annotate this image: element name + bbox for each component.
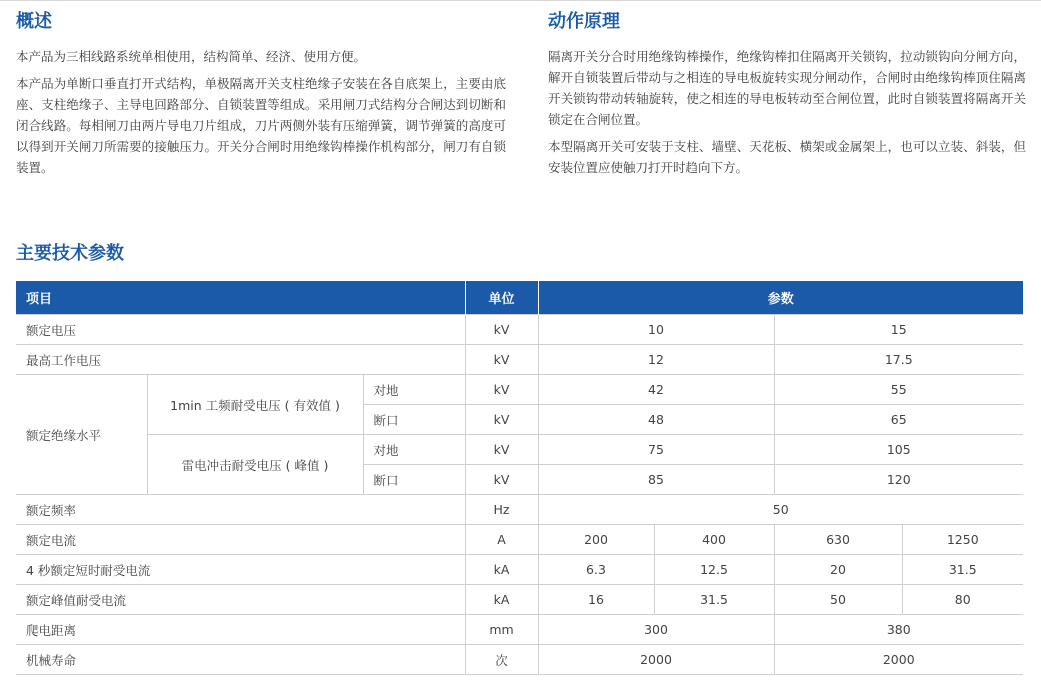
row-label: 4 秒额定短时耐受电流 <box>16 555 465 585</box>
row-unit: kV <box>465 375 538 405</box>
row-unit: mm <box>465 615 538 645</box>
table-row <box>16 525 1023 555</box>
table-row <box>16 345 1023 375</box>
row-value: 6.3 <box>538 555 654 585</box>
row-value: 2000 <box>538 645 774 675</box>
row-value: 10 <box>538 315 774 345</box>
row-label: 最高工作电压 <box>16 345 465 375</box>
table-row <box>16 495 1023 525</box>
row-value: 42 <box>538 375 774 405</box>
row-value: 400 <box>654 525 774 555</box>
overview-paragraph-2: 本产品为单断口垂直打开式结构，单极隔离开关支柱绝缘子安装在各自底架上，主要由底座、支柱绝缘子、主导电回路部分、自锁装置等组成。采用闸刀式结构分合闸达到切断和闭合线路。每相闸刀由两片导电刀片组成，刀片两侧外装有压缩弹簧，调节弹簧的高度可以得到开关闸刀所需要的接触压力。开关分合闸时用绝缘钩棒操作机构部分，闸刀有自锁装置。 <box>16 76 506 175</box>
row-value: 16 <box>538 585 654 615</box>
principle-title: 动作原理 <box>548 11 620 32</box>
row-unit: kV <box>465 465 538 495</box>
row-unit: kV <box>465 435 538 465</box>
row-unit: Hz <box>465 495 538 525</box>
row-value: 2000 <box>774 645 1023 675</box>
row-value: 200 <box>538 525 654 555</box>
lightning-label: 雷电冲击耐受电压 ( 峰值 ) <box>147 435 363 495</box>
row-value: 50 <box>538 495 1023 525</box>
sub-label: 对地 <box>363 435 465 465</box>
row-value: 12.5 <box>654 555 774 585</box>
power-freq-label: 1min 工频耐受电压 ( 有效值 ) <box>147 375 363 435</box>
row-value: 31.5 <box>902 555 1023 585</box>
row-value: 300 <box>538 615 774 645</box>
table-row <box>16 555 1023 585</box>
row-unit: kA <box>465 555 538 585</box>
sub-label: 对地 <box>363 375 465 405</box>
table-row <box>16 645 1023 675</box>
table-row <box>16 435 1023 465</box>
overview-title: 概述 <box>16 11 52 32</box>
row-value: 31.5 <box>654 585 774 615</box>
row-value: 20 <box>774 555 902 585</box>
row-value: 105 <box>774 435 1023 465</box>
principle-paragraph-2: 本型隔离开关可安装于支柱、墙壁、天花板、横架或金属架上，也可以立装、斜装，但安装位置应使触刀打开时趋向下方。 <box>548 139 1026 175</box>
row-value: 15 <box>774 315 1023 345</box>
row-unit: kV <box>465 405 538 435</box>
row-value: 65 <box>774 405 1023 435</box>
row-value: 120 <box>774 465 1023 495</box>
table-row <box>16 585 1023 615</box>
overview-section <box>16 10 506 184</box>
sub-label: 断口 <box>363 405 465 435</box>
row-unit: A <box>465 525 538 555</box>
overview-paragraph-1: 本产品为三相线路系统单相使用，结构简单、经济、使用方便。 <box>16 49 367 64</box>
table-row <box>16 615 1023 645</box>
row-label: 额定电压 <box>16 315 465 345</box>
row-unit: kV <box>465 315 538 345</box>
row-unit: kV <box>465 345 538 375</box>
row-label: 机械寿命 <box>16 645 465 675</box>
row-value: 17.5 <box>774 345 1023 375</box>
row-value: 1250 <box>902 525 1023 555</box>
specs-table <box>16 281 1023 675</box>
row-value: 48 <box>538 405 774 435</box>
row-label: 额定频率 <box>16 495 465 525</box>
row-value: 55 <box>774 375 1023 405</box>
principle-paragraph-1: 隔离开关分合时用绝缘钩棒操作，绝缘钩棒扣住隔离开关锁钩，拉动锁钩向分闸方向，解开自锁装置后带动与之相连的导电板旋转实现分闸动作，合闸时由绝缘钩棒顶住隔离开关锁钩带动转轴旋转，使之相连的导电板转动至合闸位置，此时自锁装置将隔离开关锁定在合闸位置。 <box>548 49 1026 127</box>
row-label: 额定峰值耐受电流 <box>16 585 465 615</box>
sub-label: 断口 <box>363 465 465 495</box>
row-value: 85 <box>538 465 774 495</box>
row-label: 爬电距离 <box>16 615 465 645</box>
row-label: 额定电流 <box>16 525 465 555</box>
table-row <box>16 375 1023 405</box>
header-params: 参数 <box>538 281 1023 315</box>
row-value: 50 <box>774 585 902 615</box>
table-header-row <box>16 281 1023 315</box>
row-value: 12 <box>538 345 774 375</box>
row-unit: kA <box>465 585 538 615</box>
row-value: 80 <box>902 585 1023 615</box>
header-item: 项目 <box>16 281 465 315</box>
row-unit: 次 <box>465 645 538 675</box>
table-row <box>16 315 1023 345</box>
row-value: 75 <box>538 435 774 465</box>
principle-section <box>548 10 1026 184</box>
insulation-label: 额定绝缘水平 <box>16 375 147 495</box>
header-unit: 单位 <box>465 281 538 315</box>
top-divider <box>0 0 1041 1</box>
row-value: 630 <box>774 525 902 555</box>
row-value: 380 <box>774 615 1023 645</box>
specs-title: 主要技术参数 <box>16 243 124 264</box>
